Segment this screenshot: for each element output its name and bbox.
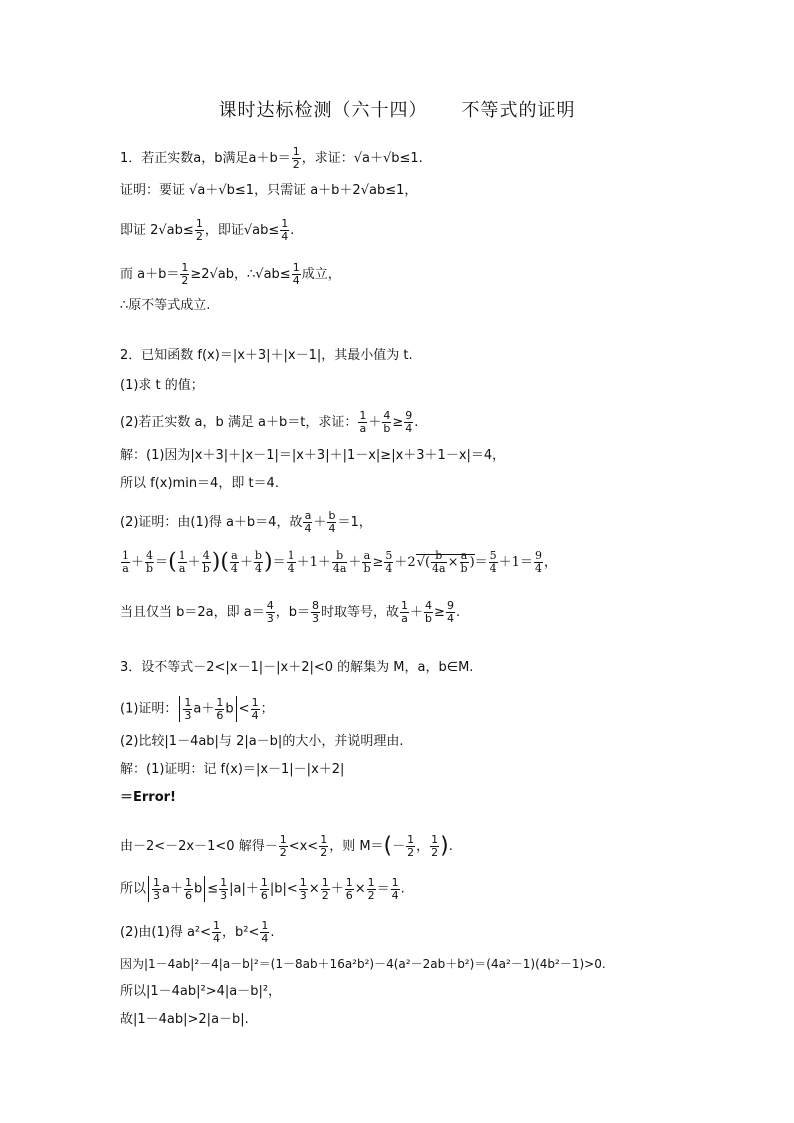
q3-sub-2: (2)比较|1－4ab|与 2|a－b|的大小，并说明理由. [120, 734, 404, 749]
q1-proof-line-3: 而 a＋b＝ $\frac{1}{2}$ ≥2√ab，∴√ab≤ $\frac{1}{4}$ 成立， [120, 261, 341, 287]
q2-answer-1: 解：(1)因为|x＋3|＋|x－1|＝|x＋3|＋|1－x|≥|x＋3＋1－x|＝4， [120, 448, 506, 463]
q3-answer-7: 所以|1－4ab|²>4|a－b|²， [120, 984, 282, 999]
q3-answer-8: 故|1－4ab|>2|a－b|. [120, 1012, 249, 1027]
q1-proof-line-4: ∴原不等式成立. [120, 298, 211, 313]
q1-proof-line-2: 即证 2√ab≤ $\frac{1}{2}$ ，即证√ab≤ $\frac{1}{4}$ . [120, 217, 295, 243]
q2-answer-5: 当且仅当 b＝2a，即 a＝ $\frac{4}{3}$ ，b＝ $\frac{8}{3}$ 时取等号，故 $\frac{1}{a}$ ＋ $\frac{4}{b}$ ≥ $\frac{9}{4}$ . [120, 599, 461, 625]
q3-stem: 3．设不等式－2<|x－1|－|x＋2|<0 的解集为 M，a，b∈M. [120, 660, 474, 675]
page-title [0, 96, 794, 122]
q2-answer-4: $\frac{1}{a}$ ＋ $\frac{4}{b}$ ＝( $\frac{1}{a}$ ＋ $\frac{4}{b}$ )( $\frac{a}{4}$ ＋ $\frac{b}{4}$ )＝ $\frac{1}{4}$ ＋1＋ $\frac{b}{4a}$ ＋ $\frac{a}{b}$ ≥ $\frac{5}{4}$ ＋2√ ( $\frac{b}{4a}$ × $\frac{a}{b}$ )＝ $\frac{5}{4}$ ＋1＝ $\frac{9}{4}$ ， [120, 550, 557, 575]
q3-answer-1: 解：(1)证明：记 f(x)＝|x－1|－|x＋2| [120, 762, 345, 777]
q2-answer-3: (2)证明：由(1)得 a＋b＝4，故 $\frac{a}{4}$ ＋ $\frac{b}{4}$ ＝1， [120, 509, 372, 535]
fraction: $\frac{1}{2}$ [292, 145, 300, 171]
q2-answer-2: 所以 f(x)min＝4，即 t＝4. [120, 476, 279, 491]
q2-sub-1: (1)求 t 的值； [120, 378, 204, 393]
q1-stem: 1．若正实数a，b满足a＋b＝ $\frac{1}{2}$ ，求证：√a＋√b≤1. [120, 145, 423, 171]
q3-answer-3: 由－2<－2x－1<0 解得－ $\frac{1}{2}$ <x< $\frac{1}{2}$ ，则 M＝(－ $\frac{1}{2}$ ， $\frac{1}{2}$ ). [120, 833, 453, 859]
q3-sub-1: (1)证明： $\frac{1}{3}$ a＋ $\frac{1}{6}$ b < $\frac{1}{4}$ ； [120, 695, 274, 722]
q2-sub-2: (2)若正实数 a，b 满足 a＋b＝t，求证： $\frac{1}{a}$ ＋ $\frac{4}{b}$ ≥ $\frac{9}{4}$ . [120, 409, 419, 435]
title-main: 课时达标检测（六十四） [218, 100, 428, 121]
q3-answer-6: 因为|1－4ab|²－4|a－b|²＝(1－8ab＋16a²b²)－4(a²－2ab＋b²)＝(4a²－1)(4b²－1)>0. [120, 957, 606, 971]
q3-answer-4: 所以 $\frac{1}{3}$ a＋ $\frac{1}{6}$ b ≤ $\frac{1}{3}$ |a|＋ $\frac{1}{6}$ |b|< $\frac{1}{3}$ × $\frac{1}{2}$ ＋ $\frac{1}{6}$ × $\frac{1}{2}$ ＝ $\frac{1}{4}$ . [120, 875, 405, 902]
q3-answer-2: ＝Error! [120, 790, 176, 805]
title-sub: 不等式的证明 [461, 100, 576, 121]
q3-answer-5: (2)由(1)得 a²< $\frac{1}{4}$ ，b²< $\frac{1}{4}$ . [120, 919, 275, 945]
q2-stem: 2．已知函数 f(x)＝|x＋3|＋|x－1|，其最小值为 t. [120, 348, 413, 363]
q1-proof-line-1: 证明：要证 √a＋√b≤1，只需证 a＋b＋2√ab≤1， [120, 183, 418, 198]
